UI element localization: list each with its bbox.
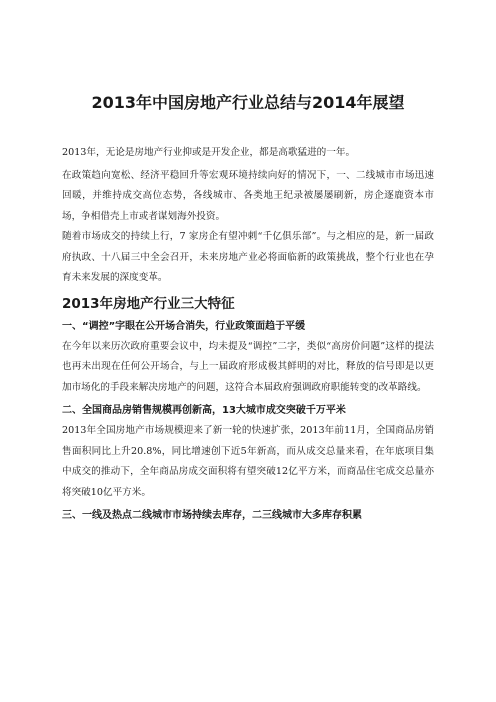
feature-paragraph: 在今年以来历次政府重要会议中，均未提及“调控”二字，类似“高房价问题”这样的提法也再未出现在任何公开场合，与上一届政府形成极其鲜明的对比，释放的信号即是以更加市场化的手段来解决房地产的问题，这符合本届政府强调政府职能转变的改革路线。 xyxy=(62,340,434,393)
intro-paragraph: 在政策趋向宽松、经济平稳回升等宏观环境持续向好的情况下，一、二线城市市场迅速回暖，并维持成交高位态势，各线城市、各类地王纪录被屡屡刷新，房企逐鹿资本市场，争相借壳上市或者谋划海外投资。 xyxy=(62,169,434,222)
feature-heading: 一、“调控”字眼在公开场合消失，行业政策面趋于平缓 xyxy=(62,320,306,332)
document-body xyxy=(62,143,434,526)
intro-paragraph: 随着市场成交的持续上行，7 家房企有望冲刺“千亿俱乐部”。与之相应的是，新一届政府执政、十八届三中全会召开，未来房地产业必将面临新的政策挑战，整个行业也在孕育未来发展的深度变革。 xyxy=(62,231,434,283)
feature-paragraph: 2013年全国房地产市场规模迎来了新一轮的快速扩张，2013年前11月，全国商品房销售面积同比上升20.8%，同比增速创下近5年新高，而从成交总量来看，在年底项目集中成交的推动下，全年商品房成交面积将有望突破12亿平方米，而商品住宅成交总量亦将突破10亿平方米。 xyxy=(62,425,434,498)
intro-paragraph: 2013年，无论是房地产行业抑或是开发企业，都是高歌猛进的一年。 xyxy=(62,147,356,158)
feature-heading: 二、全国商品房销售规模再创新高，13大城市成交突破千万平米 xyxy=(62,405,346,416)
section-heading: 2013年房地产行业三大特征 xyxy=(62,295,235,312)
feature-heading: 三、一线及热点二线城市市场持续去库存，二三线城市大多库存积累 xyxy=(62,510,362,521)
document-title: 2013年中国房地产行业总结与2014年展望 xyxy=(91,93,405,112)
